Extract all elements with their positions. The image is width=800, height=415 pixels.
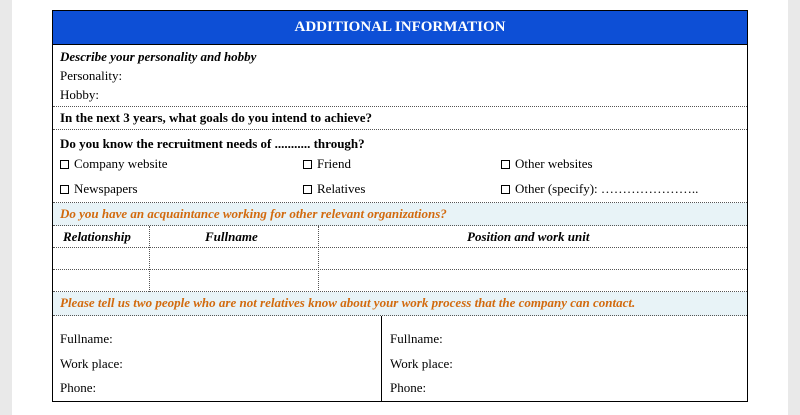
references-prompt-row: [53, 292, 747, 316]
option-other-websites[interactable]: Other websites: [501, 156, 593, 172]
checkbox-icon[interactable]: [501, 185, 510, 194]
personality-label[interactable]: Personality:: [60, 68, 123, 83]
goals-section: [53, 107, 747, 130]
reference-left-fullname[interactable]: Fullname:: [60, 331, 113, 346]
column-divider: [318, 226, 319, 292]
reference-right-phone[interactable]: Phone:: [390, 380, 427, 395]
column-divider: [149, 226, 150, 292]
checkbox-icon[interactable]: [60, 185, 69, 194]
reference-right-fullname[interactable]: Fullname:: [390, 331, 443, 346]
option-friend[interactable]: Friend: [303, 156, 351, 172]
checkbox-icon[interactable]: [60, 160, 69, 169]
personality-heading: Describe your personality and hobby: [60, 49, 257, 64]
column-position-work-unit: Position and work unit: [467, 229, 590, 244]
checkbox-icon[interactable]: [303, 160, 312, 169]
document-page: [12, 0, 788, 415]
acquaintance-question: Do you have an acquaintance working for other relevant organizations?: [60, 206, 447, 221]
hobby-label[interactable]: Hobby:: [60, 87, 99, 102]
additional-information-form: [52, 10, 748, 402]
references-divider: [381, 316, 382, 402]
checkbox-icon[interactable]: [303, 185, 312, 194]
recruitment-question: Do you know the recruitment needs of ........... through?: [60, 136, 365, 151]
option-newspapers[interactable]: Newspapers: [60, 181, 138, 197]
goals-question[interactable]: In the next 3 years, what goals do you intend to achieve?: [60, 110, 373, 125]
column-relationship: Relationship: [63, 229, 131, 244]
table-row[interactable]: [53, 248, 747, 270]
option-relatives[interactable]: Relatives: [303, 181, 365, 197]
option-company-website[interactable]: Company website: [60, 156, 168, 172]
reference-left-workplace[interactable]: Work place:: [60, 356, 123, 371]
reference-left-phone[interactable]: Phone:: [60, 380, 97, 395]
acquaintance-question-row: [53, 203, 747, 226]
column-fullname: Fullname: [205, 229, 258, 244]
table-row[interactable]: [53, 270, 747, 292]
option-other-specify[interactable]: Other (specify): …………………..: [501, 181, 698, 197]
reference-right-workplace[interactable]: Work place:: [390, 356, 453, 371]
personality-section: [53, 44, 747, 107]
recruitment-section: [53, 130, 747, 203]
references-prompt: Please tell us two people who are not relatives know about your work process that the company can contact.: [60, 295, 636, 310]
checkbox-icon[interactable]: [501, 160, 510, 169]
acquaintance-table-header: [53, 226, 747, 248]
form-title: ADDITIONAL INFORMATION: [53, 11, 747, 45]
